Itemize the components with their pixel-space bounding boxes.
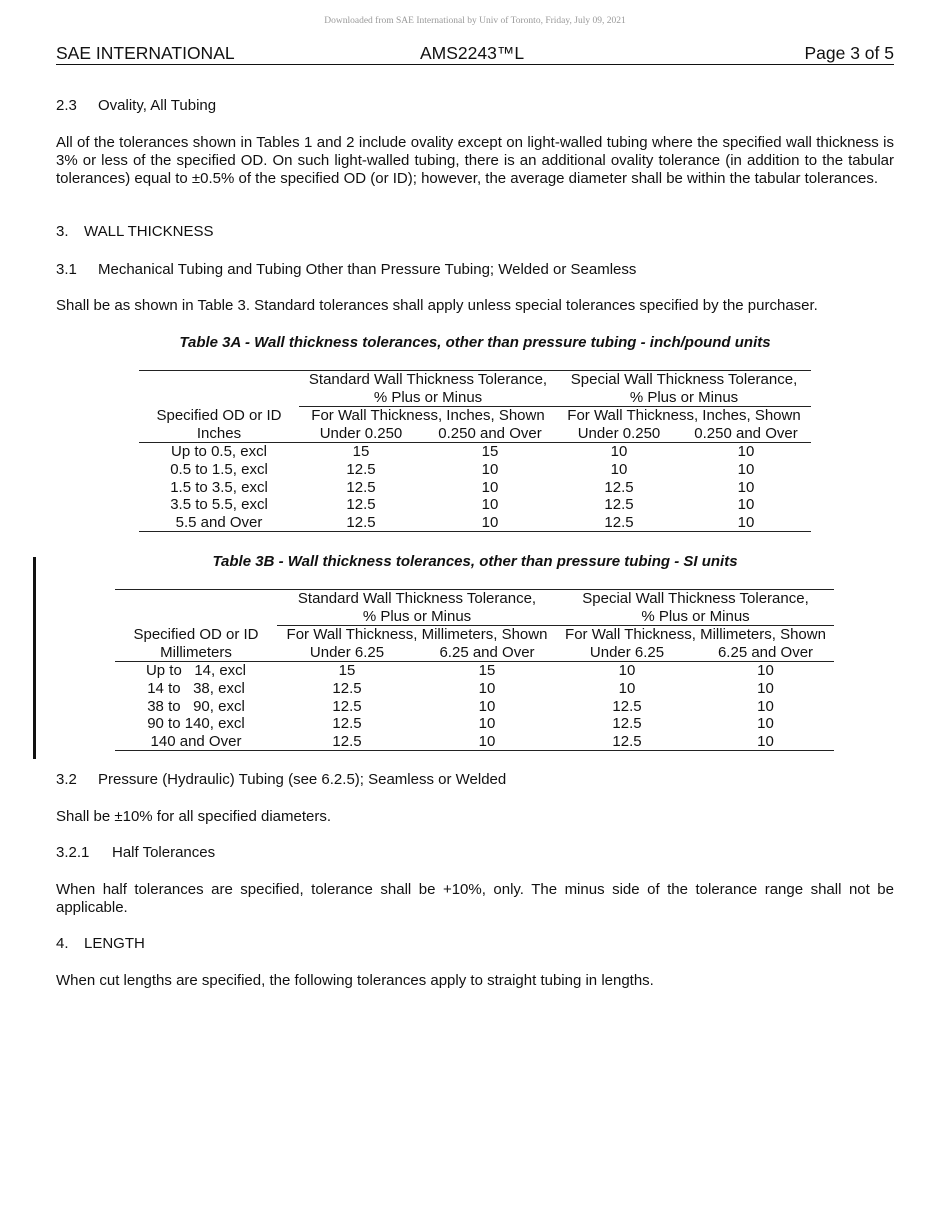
table-cell: Up to 0.5, excl xyxy=(171,443,267,461)
table-cell: 10 xyxy=(478,679,496,697)
table-cell: Up to 14, excl xyxy=(145,662,247,680)
section-title: LENGTH xyxy=(84,935,145,952)
for-wall-header: For Wall Thickness, Millimeters, Shown xyxy=(286,626,548,644)
section-3-2-1-heading xyxy=(56,844,894,862)
over-header: 0.250 and Over xyxy=(681,425,811,443)
section-3-2-heading xyxy=(56,771,894,789)
table-cell: 1.5 to 3.5, excl xyxy=(170,478,268,496)
section-number: 3. xyxy=(56,223,69,240)
special-tolerance-subheader: % Plus or Minus xyxy=(557,608,834,626)
table-cell: 15 xyxy=(352,443,370,461)
download-watermark: Downloaded from SAE International by Univ of Toronto, Friday, July 09, 2021 xyxy=(324,16,626,26)
table-cell: 12.5 xyxy=(612,697,642,715)
table-cell: 15 xyxy=(481,443,499,461)
section-title: Ovality, All Tubing xyxy=(98,97,217,114)
section-3-1-heading xyxy=(56,261,894,279)
table-row xyxy=(115,662,834,680)
revision-change-bar xyxy=(33,557,36,759)
special-tolerance-subheader: % Plus or Minus xyxy=(557,389,811,407)
table-cell: 10 xyxy=(737,460,755,478)
table-cell: 12.5 xyxy=(604,496,634,514)
table-3a-caption: Table 3A - Wall thickness tolerances, other than pressure tubing - inch/pound units xyxy=(179,334,771,351)
table-cell: 0.5 to 1.5, excl xyxy=(170,460,268,478)
table-cell: 38 to 90, excl xyxy=(147,697,245,715)
section-number: 4. xyxy=(56,935,69,952)
table-row xyxy=(139,461,811,479)
section-3-heading xyxy=(56,223,894,241)
section-title: Half Tolerances xyxy=(112,844,216,861)
table-cell: 5.5 and Over xyxy=(139,514,299,532)
section-title: WALL THICKNESS xyxy=(84,223,214,240)
for-wall-header: For Wall Thickness, Inches, Shown xyxy=(311,407,545,425)
table-cell: 90 to 140, excl xyxy=(147,715,245,733)
table-row xyxy=(115,733,834,751)
special-tolerance-header: Special Wall Thickness Tolerance, xyxy=(557,590,834,608)
table-row xyxy=(115,715,834,733)
section-3-2-1-body: When half tolerances are specified, tolerance shall be +10%, only. The minus side of the tolerance range shall not be applicable. xyxy=(56,881,894,916)
for-wall-header: For Wall Thickness, Inches, Shown xyxy=(567,407,801,425)
table-cell: 10 xyxy=(478,715,496,733)
table-cell: 12.5 xyxy=(557,733,697,751)
table-cell: 12.5 xyxy=(332,715,362,733)
table-cell: 12.5 xyxy=(277,733,417,751)
table-row xyxy=(115,680,834,698)
table-cell: 10 xyxy=(481,496,499,514)
table-cell: 10 xyxy=(697,733,834,751)
table-cell: 12.5 xyxy=(346,460,376,478)
od-units-header: Inches xyxy=(139,425,299,443)
table-3a xyxy=(139,370,811,532)
header-page-number: Page 3 of 5 xyxy=(804,43,894,63)
table-row xyxy=(139,443,811,461)
section-title: Mechanical Tubing and Tubing Other than Pressure Tubing; Welded or Seamless xyxy=(98,261,637,278)
over-header: 0.250 and Over xyxy=(423,425,557,443)
table-cell: 14 to 38, excl xyxy=(147,679,245,697)
table-cell: 15 xyxy=(338,662,356,680)
section-number: 3.2 xyxy=(56,771,77,788)
table-cell: 12.5 xyxy=(332,679,362,697)
for-wall-header: For Wall Thickness, Millimeters, Shown xyxy=(565,626,826,644)
od-column-header: Specified OD or ID xyxy=(156,406,282,424)
table-cell: 12.5 xyxy=(346,478,376,496)
od-column-header: Specified OD or ID xyxy=(133,625,259,643)
under-header: Under 0.250 xyxy=(299,425,423,443)
section-3-1-body: Shall be as shown in Table 3. Standard tolerances shall apply unless special tolerances specified by the purchaser. xyxy=(56,297,818,314)
std-tolerance-header: Standard Wall Thickness Tolerance, xyxy=(299,371,557,389)
section-4-heading xyxy=(56,935,894,953)
header-doc-number: AMS2243™L xyxy=(420,43,525,63)
table-row xyxy=(115,698,834,716)
table-cell: 10 xyxy=(423,514,557,532)
table-cell: 12.5 xyxy=(604,478,634,496)
table-cell: 10 xyxy=(737,496,755,514)
od-units-header: Millimeters xyxy=(115,644,277,662)
table-cell: 3.5 to 5.5, excl xyxy=(170,496,268,514)
table-cell: 12.5 xyxy=(346,496,376,514)
table-cell: 12.5 xyxy=(299,514,423,532)
table-cell: 10 xyxy=(610,443,628,461)
section-2-3-body: All of the tolerances shown in Tables 1 and 2 include ovality except on light-walled tubing where the specified wall thickness is 3% or less of the specified OD. On such light-walled tubing, there is an additional ovality tolerance (in addition to the tabular tolerances) equal to ±0.5% of the specified OD (or ID); however, the average diameter shall be within the tabular tolerances. xyxy=(56,134,894,187)
section-2-3-heading xyxy=(56,97,894,115)
table-cell: 10 xyxy=(610,460,628,478)
table-row xyxy=(139,514,811,532)
table-cell: 15 xyxy=(478,662,496,680)
section-number: 3.2.1 xyxy=(56,844,90,861)
under-header: Under 6.25 xyxy=(277,644,417,662)
table-cell: 10 xyxy=(618,679,636,697)
table-cell: 10 xyxy=(757,679,774,697)
section-title: Pressure (Hydraulic) Tubing (see 6.2.5); Seamless or Welded xyxy=(98,771,507,788)
std-tolerance-subheader: % Plus or Minus xyxy=(277,608,557,626)
table-cell: 10 xyxy=(737,443,755,461)
table-row xyxy=(139,479,811,497)
table-cell: 12.5 xyxy=(332,697,362,715)
section-number: 2.3 xyxy=(56,97,77,114)
table-cell: 10 xyxy=(417,733,557,751)
std-tolerance-subheader: % Plus or Minus xyxy=(299,389,557,407)
over-header: 6.25 and Over xyxy=(417,644,557,662)
table-cell: 10 xyxy=(757,715,774,733)
under-header: Under 6.25 xyxy=(557,644,697,662)
table-cell: 10 xyxy=(757,697,774,715)
table-cell: 10 xyxy=(757,662,774,680)
table-cell: 10 xyxy=(478,697,496,715)
table-cell: 10 xyxy=(737,478,755,496)
table-3b-caption: Table 3B - Wall thickness tolerances, other than pressure tubing - SI units xyxy=(212,553,738,570)
section-3-2-body: Shall be ±10% for all specified diameters. xyxy=(56,808,332,825)
table-cell: 10 xyxy=(681,514,811,532)
section-4-body: When cut lengths are specified, the following tolerances apply to straight tubing in lengths. xyxy=(56,972,654,989)
special-tolerance-header: Special Wall Thickness Tolerance, xyxy=(557,371,811,389)
table-cell: 10 xyxy=(481,460,499,478)
section-number: 3.1 xyxy=(56,261,77,278)
table-cell: 140 and Over xyxy=(115,733,277,751)
std-tolerance-header: Standard Wall Thickness Tolerance, xyxy=(277,590,557,608)
table-row xyxy=(139,496,811,514)
table-cell: 12.5 xyxy=(612,715,642,733)
header-org: SAE INTERNATIONAL xyxy=(56,43,235,63)
under-header: Under 0.250 xyxy=(557,425,681,443)
table-3b xyxy=(115,589,834,751)
page-header xyxy=(56,44,894,65)
over-header: 6.25 and Over xyxy=(697,644,834,662)
table-cell: 10 xyxy=(481,478,499,496)
table-cell: 10 xyxy=(618,662,636,680)
table-cell: 12.5 xyxy=(557,514,681,532)
